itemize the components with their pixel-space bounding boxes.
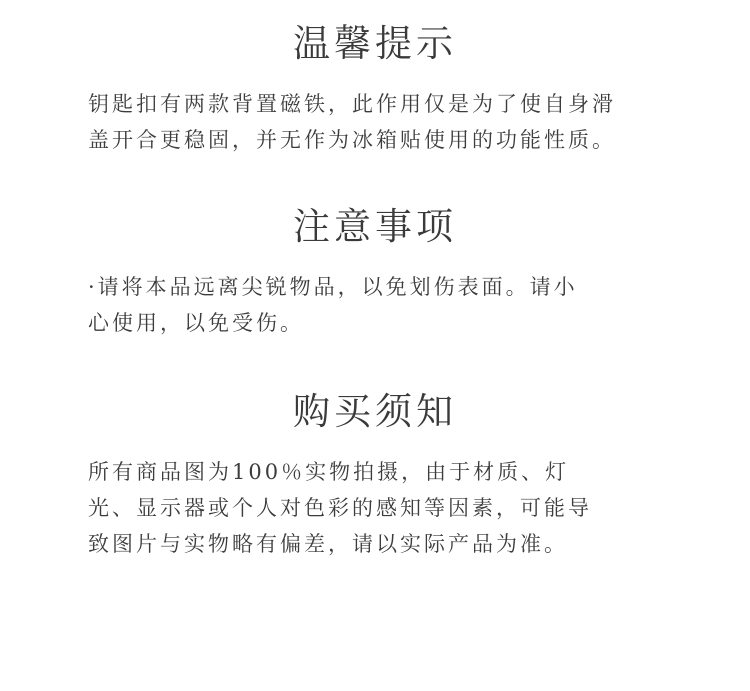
caution-heading: 注意事项 [293, 205, 457, 248]
purchase-notice-text: 所有商品图为100％实物拍摄，由于材质、灯 光、显示器或个人对色彩的感知等因素，可能导 致图片与实物略有偏差，请以实际产品为准。 [88, 460, 592, 556]
notice-section [0, 22, 750, 152]
caution-text: ·请将本品远离尖锐物品，以免划伤表面。请小 心使用，以免受伤。 [88, 275, 578, 335]
notice-text: 钥匙扣有两款背置磁铁，此作用仅是为了使自身滑 盖开合更稳固，并无作为冰箱贴使用的功能性质。 [88, 92, 616, 152]
purchase-notice-heading: 购买须知 [293, 390, 457, 433]
purchase-notice-section [0, 390, 750, 556]
caution-section [0, 205, 750, 335]
notice-heading: 温馨提示 [293, 22, 457, 65]
